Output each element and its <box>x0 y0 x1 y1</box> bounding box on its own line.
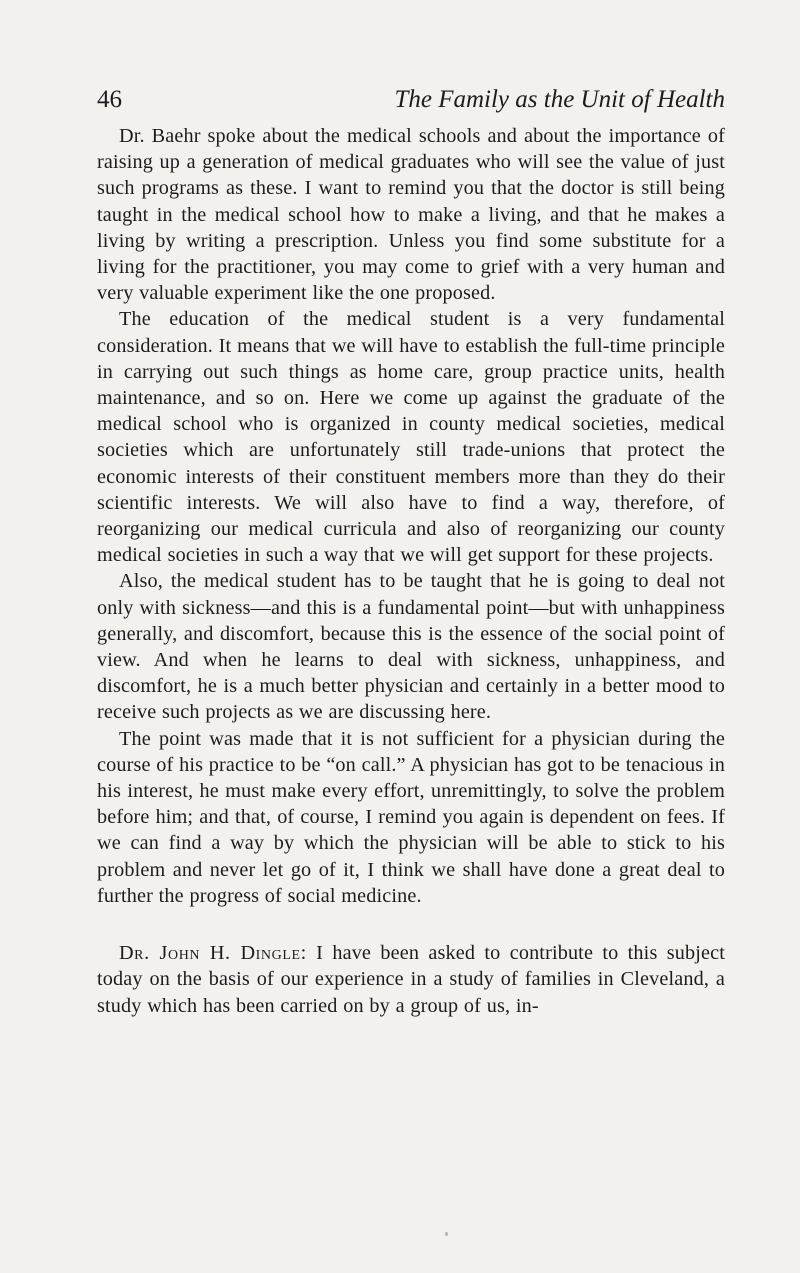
page-number: 46 <box>97 86 122 113</box>
paragraph-on-call: The point was made that it is not sufficient for a physician during the course of his practice to be “on call.” A physician has got to be tenacious in his interest, he must make every effort, unremittingly, to solve the problem before him; and that, of course, I remind you again is dependent on fees. If we can find a way by which the physician will be able to stick to his problem and never let go of it, I think we shall have done a great deal to further the progress of social medicine. <box>97 727 726 907</box>
running-title: The Family as the Unit of Health <box>394 86 725 113</box>
paragraph-medical-education: The education of the medical student is a very fundamental consideration. It means that we will have to establish the full-time principle in carrying out such things as home care, group practice units, health maintenance, and so on. Here we come up against the graduate of the medical school who is organized in county medical societies, medical societies which are unfortunately still trade-unions that protect the economic interests of their constituent members more than they do their scientific interests. We will also have to find a way, therefore, of reorganizing our medical curricula and also of reorganizing our county medical societies in such a way that we will get support for these projects. <box>97 308 725 567</box>
paragraph-baehr-medical-schools: Dr. Baehr spoke about the medical schools and about the importance of raising up a generation of medical graduates who will see the value of just such programs as these. I want to remind you that the doctor is still being taught in the medical school how to make a living, and that he makes a living by writing a prescription. Unless you find some substitute for a living for the practitioner, you may come to grief with a very human and very valuable experiment like the one proposed. <box>97 125 725 305</box>
speaker-name: Dr. John H. Dingle: <box>119 942 307 965</box>
running-head <box>97 86 725 126</box>
paragraph-dingle-remarks <box>97 940 725 1019</box>
body-text <box>97 123 725 1019</box>
paragraph-social-point-of-view: Also, the medical student has to be taught that he is going to deal not only with sickness—and this is a fundamental point—but with unhappiness generally, and discomfort, because this is the essence of the social point of view. And when he learns to deal with sickness, unhappiness, and discomfort, he is a much better physician and certainly in a better mood to receive such projects as we are discussing here. <box>97 570 725 724</box>
page-speck <box>445 1232 448 1236</box>
speaker-text: I have been asked to contribute to this subject today on the basis of our experience in a study of families in Cleveland, a study which has been carried on by a group of us, in- <box>97 942 725 1017</box>
